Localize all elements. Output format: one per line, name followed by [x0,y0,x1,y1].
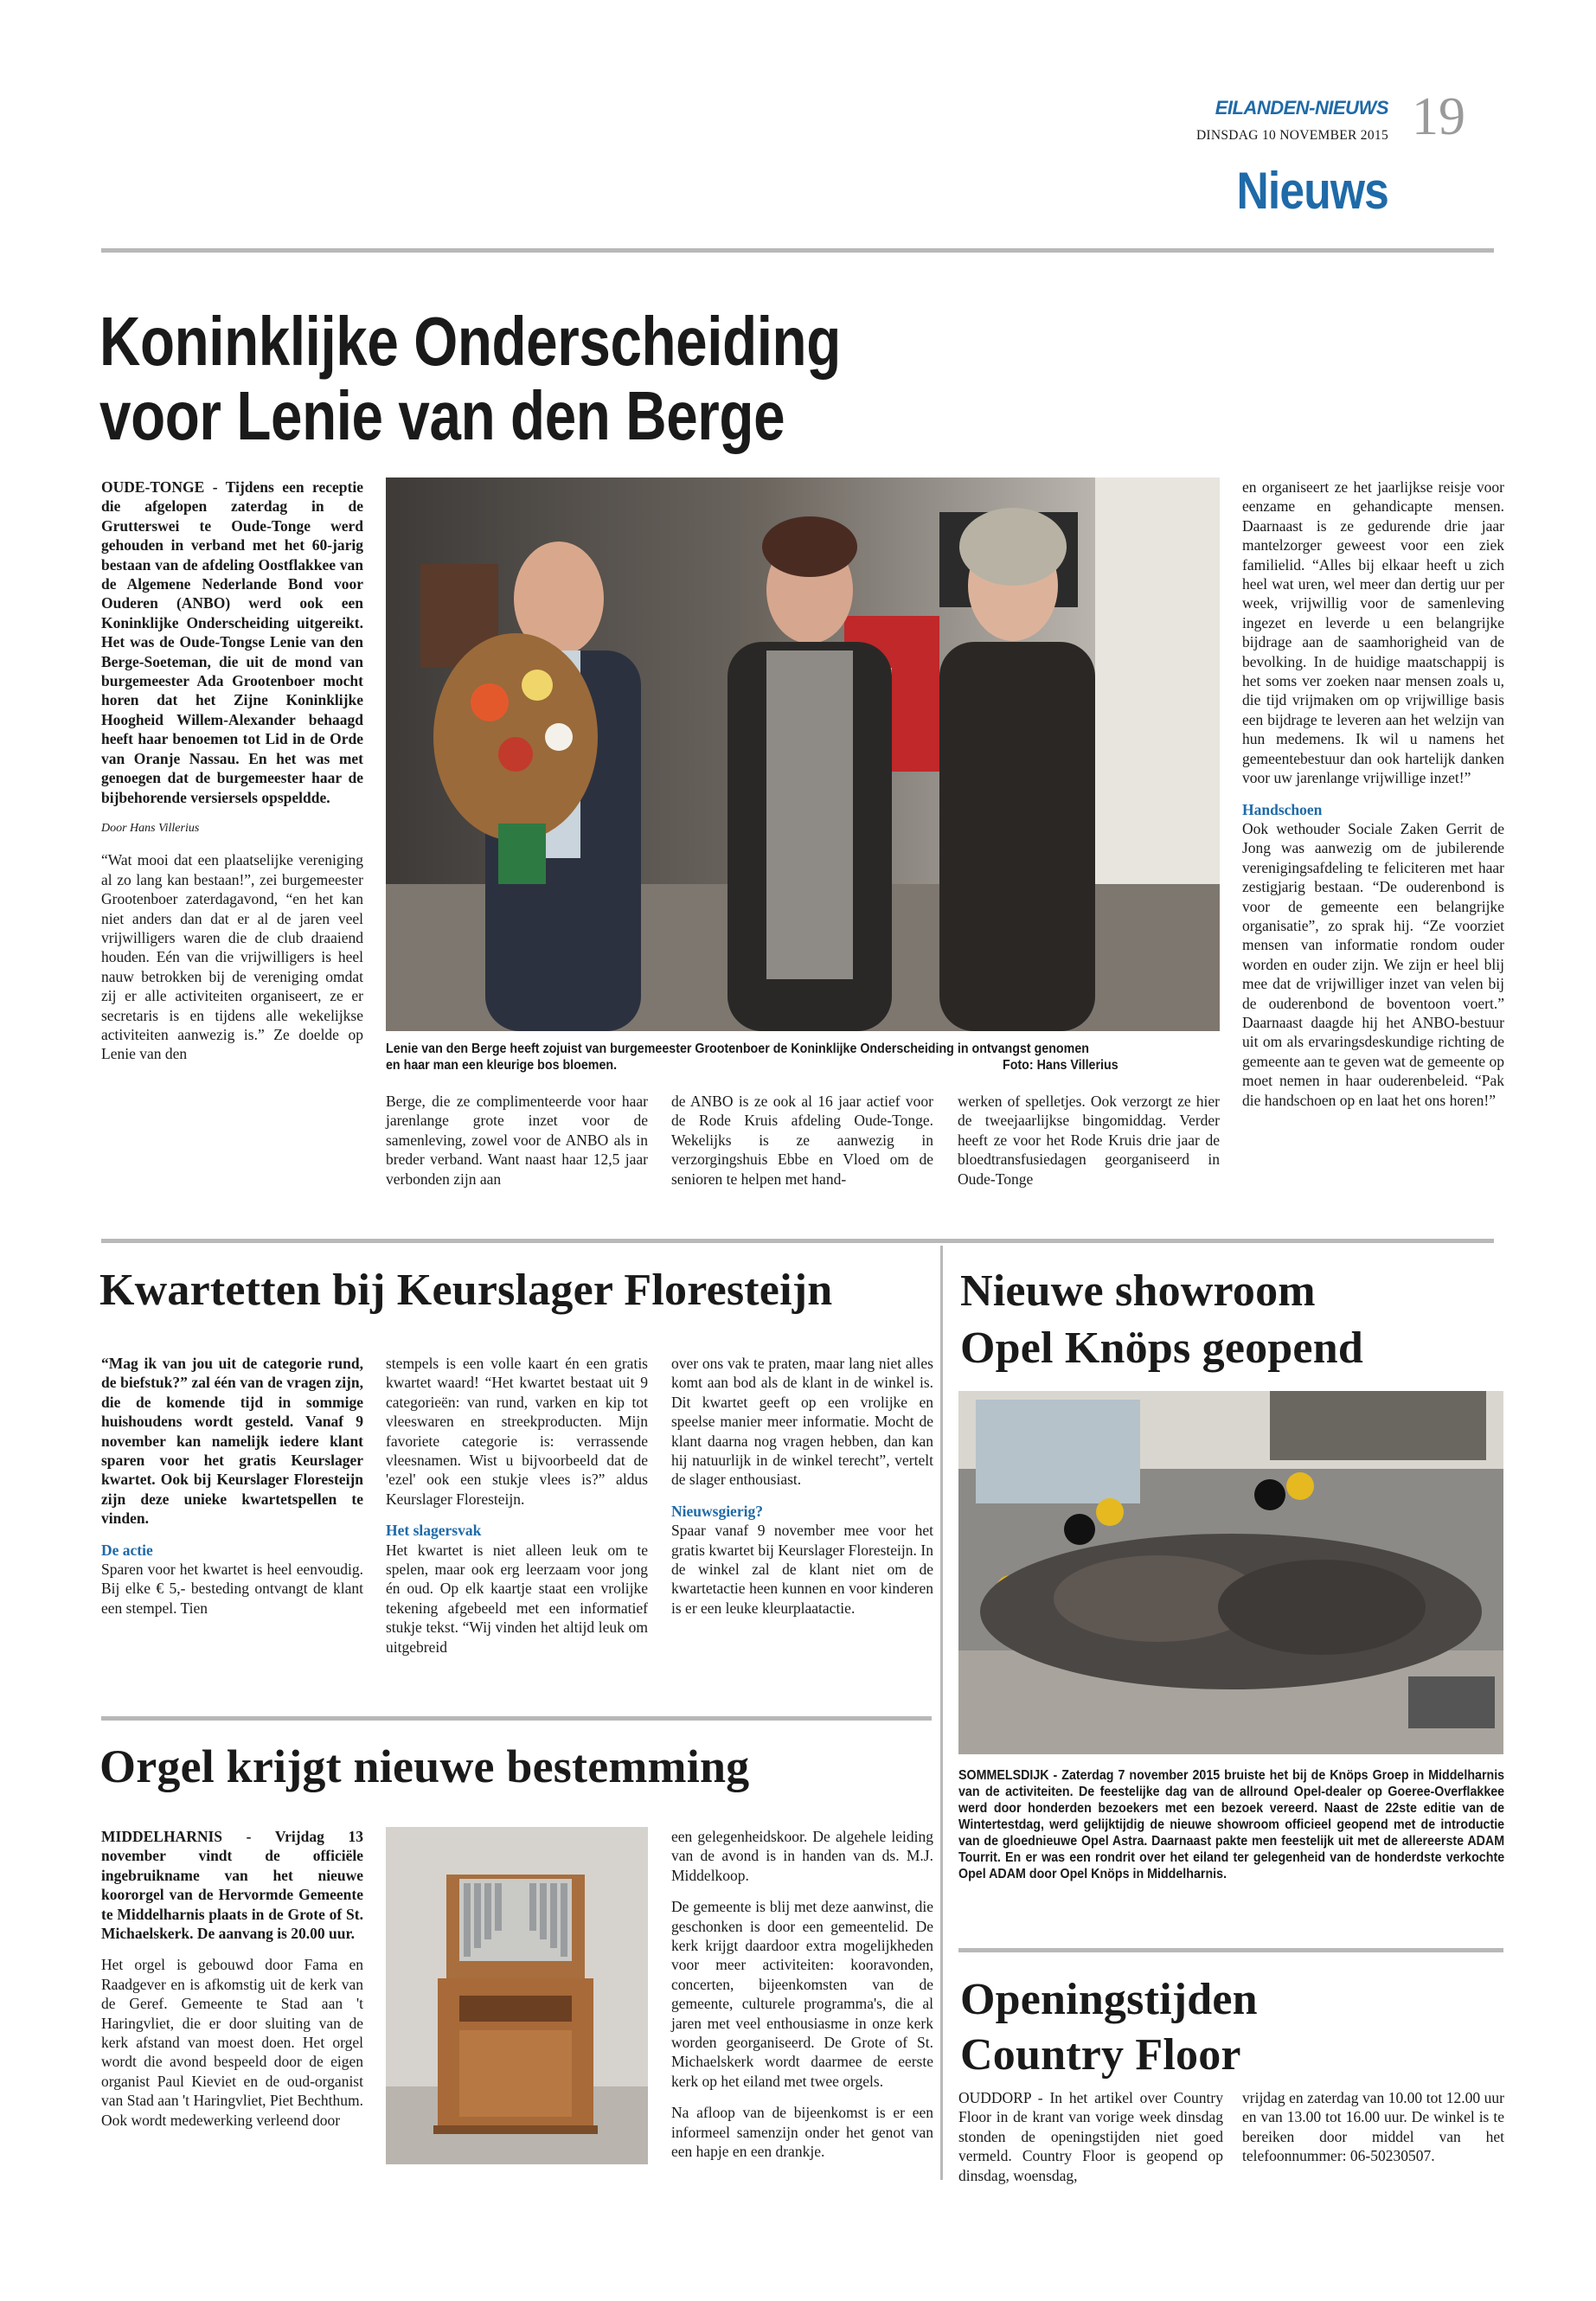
article3-title [960,1263,1363,1377]
article1-lead: OUDE-TONGE - Tijdens een receptie die afgelopen zaterdag in de Grutterswei te Oude-Tonge werd gehouden in verband met het 60-jarig bestaan van de afdeling Oostflakkee van de Algemene Nederlande Bond voor Ouderen (ANBO) werd ook een Koninklijke Onderscheiding uitgereikt. Het was de Oude-Tongse Lenie van den Berge-Soeteman, die uit de mond van burgemeester Ada Grootenboer mocht horen dat het Zijne Koninklijke Hoogheid Willem-Alexander behaagd heeft haar benoemen tot Lid in de Orde van Oranje Nassau. En het was met genoegen dat de burgemeester haar de bijbehorende versiersels opspeldde. [101,478,363,806]
organ-photo [386,1827,648,2164]
article1-title-line2: voor Lenie van den Berge [99,377,785,454]
article4-col3-body2: De gemeente is blij met deze aanwinst, die geschonken is door een gemeentelid. De kerk krijgt daardoor extra mogelijkheden voor meer activiteiten: kooravonden, concerten, bijeenkomsten van de gemeente, culturele programma's, die al jaren met veel enthousiasme in onze kerk worden georganiseerd. De Grote of St. Michaelskerk wordt daarmee de eerste kerk op het eiland met twee orgels. [671,1898,933,2090]
article5-col2 [1242,2088,1504,2178]
article4-col3-body1: een gelegenheidskoor. De algehele leiding van de avond is in handen van ds. M.J. Middelkoop. [671,1828,933,1884]
article2-col3 [671,1354,933,1630]
article5-title-line2: Country Floor [960,2030,1241,2080]
column-divider [940,1246,943,2180]
article2-subhead1: De actie [101,1541,153,1559]
article2-subhead2: Het slagersvak [386,1522,482,1540]
article4-col3-body3: Na afloop van de bijeenkomst is er een informeel samenzijn onder het genot van een hapje en een drankje. [671,2104,933,2161]
masthead-rule [101,248,1494,253]
article3-title-line1: Nieuwe showroom [960,1266,1316,1316]
section-rule-2 [101,1716,932,1721]
showroom-caption: SOMMELSDIJK - Zaterdag 7 november 2015 bruiste het bij de Knöps Groep in Middelharnis van de activiteiten. De feestelijke dag van de allround Opel-dealer op Goeree-Overflakkee werd door honderden bezoekers met een bezoek vereerd. Naast de 22ste editie van de Wintertestdag, werd gelijktijdig de nieuwe showroom officieel geopend met de introductie van de gloednieuwe Opel Astra. Daarnaast pakte men feestelijk uit met de allereerste ADAM Tourrit. En er was een rondrit over het eiland ter gelegenheid van de honderdste verkochte Opel ADAM door Opel Knöps in Middelharnis. [958,1768,1505,1881]
article1-col4-body: werken of spelletjes. Ook verzorgt ze hier de tweejaarlijkse bingomiddag. Verder heeft ze voor het Rode Kruis drie jaar de bloedtransfusiedagen georganiseerd in Oude-Tonge [958,1093,1220,1188]
article4-lead: MIDDELHARNIS - Vrijdag 13 november vindt de officiële ingebruikname van het nieuwe koororgel van de Hervormde Gemeente te Middelharnis plaats in de Grote of St. Michaelskerk. De aanvang is 20.00 uur. [101,1828,363,1943]
article1-title [99,304,841,453]
article2-col1-body: Sparen voor het kwartet is heel eenvoudig. Bij elke € 5,- besteding ontvangt de klant een stempel. Tien [101,1561,363,1617]
article4-col-third [671,1827,933,2174]
award-photo-caption [386,1041,1214,1074]
article1-col5-body: en organiseert ze het jaarlijkse reisje voor eenzame en gehandicapte mensen. Daarnaast is ze gedurende drie jaar mantelzorger geweest voor een ziek familielid. “Alles bij elkaar heeft u zich heel wat uren, wel meer dan dertig uur per week, vrijwillig voor de samenleving ingezet en leverde u een belangrijke bijdrage aan de saamhorigheid van de bevolking. In de huidige maatschappij is het soms ver zoeken naar mensen zoals u, die tijd vrijmaken om op vrijwillige basis een bijdrage te leveren aan het welzijn van hun medemens. Ik wil u namens het gemeentebestuur dan ook hartelijk danken voor uw jarenlange vrijwillige inzet!” [1242,478,1504,787]
article1-col4 [958,1092,1220,1201]
article2-col2 [386,1354,648,1669]
article1-col1-body: “Wat mooi dat een plaatselijke vereniging al zo lang kan bestaan!”, zei burgemeester Grootenboer zaterdagavond, “en het kan niet anders dan dat er al de jaren veel vrijwilligers waren die de club draaiend houden. Eén van die vrijwilligers is heel nauw betrokken bij de vereniging omdat zij er alle activiteiten organiseert, ze er secretaris is en tijdens alle wekelijkse activiteiten aanwezig is.” Ze doelde op Lenie van den [101,851,363,1063]
article4-title: Orgel krijgt nieuwe bestemming [99,1740,750,1792]
article5-col2-body: vrijdag en zaterdag van 10.00 tot 12.00 uur en van 13.00 tot 16.00 uur. De winkel is te bereiken door middel van het telefoonnummer: 06-50230507. [1242,2089,1504,2165]
article2-col2-body2: Het kwartet is niet alleen leuk om te spelen, maar ook erg leerzaam voor jong én oud. Op elk kaartje staat een vrolijke tekening afgebeeld met een informatief stukje tekst. “Wij vinden het altijd leuk om uitgebreid [386,1541,648,1656]
issue-date: DINSDAG 10 NOVEMBER 2015 [1195,128,1388,143]
article2-col3-body: over ons vak te praten, maar lang niet alles komt aan bod als de klant in de winkel is. Dit kwartet geeft op een vrolijke en speelse manier meer informatie. Mocht de klant daarna nog vragen hebben, dan kan hij natuurlijk in de winkel terecht”, vertelt de slager enthousiast. [671,1355,933,1489]
article1-col5-body2: Ook wethouder Sociale Zaken Gerrit de Jong was aanwezig om de jubilerende verenigingsafdeling te feliciteren met haar zestigjarig bestaan. “De ouderenbond is voor de gemeente een belangrijke organisatie”, zo sprak hij. “Ze voorziet mensen van informatie rondom ouder worden en ouder zijn. We zijn er heel blij mee dat de vrijwilliger inzet van velen bij de ouderenbond de boventoon voert.” Daarnaast daagde hij het ANBO-bestuur uit om als ervaringsdeskundige richting de gemeente aan te geven wat de gemeente op moet nemen in haar ouderenbeleid. “Pak die handschoen op en laat het ons horen!” [1242,819,1504,1109]
article1-col1 [101,478,363,1076]
article1-col5 [1242,478,1504,1122]
article2-col1 [101,1354,363,1630]
article1-col2-body: Berge, die ze complimenteerde voor haar jarenlange grote inzet voor de samenleving, zowel voor de ANBO als in breder verband. Want naast haar 12,5 jaar verbonden zijn aan [386,1093,648,1188]
section-title: Nieuws [1236,162,1388,220]
article2-col2-body: stempels is een volle kaart én een gratis kwartet waard! “Het kwartet bestaat uit 9 categorieën: van rund, varken en kip tot vleeswaren en streekproducten. Mijn favoriete categorie is: verrassende vleesnamen. Wist u bijvoorbeeld dat de 'ezel' ook een stukje vlees is?” aldus Keurslager Floresteijn. [386,1355,648,1508]
article5-col1-body: OUDDORP - In het artikel over Country Floor in de krant van vorige week dinsdag stonden de openingstijden niet goed vermeld. Country Floor is geopend op dinsdag, woensdag, [958,2089,1223,2184]
photo-credit: Foto: Hans Villerius [1003,1058,1118,1073]
paper-name: EILANDEN-NIEUWS [1215,97,1388,119]
article1-title-line1: Koninklijke Onderscheiding [99,303,841,380]
article3-title-line2: Opel Knöps geopend [960,1324,1363,1373]
page-number: 19 [1412,87,1465,146]
section-rule-3 [958,1948,1503,1952]
article4-col1 [101,1827,363,2142]
article1-byline: Door Hans Villerius [101,821,200,835]
section-rule-1 [101,1239,1494,1243]
organ-photo-image [386,1827,648,2164]
article1-col3 [671,1092,933,1201]
article2-title: Kwartetten bij Keurslager Floresteijn [99,1266,833,1315]
article2-lead: “Mag ik van jou uit de categorie rund, de biefstuk?” zal één van de vragen zijn, die de komende tijd in sommige huishoudens wordt gesteld. Vanaf 9 november kan namelijk iedere klant sparen voor het gratis Keurslager kwartet. Ook bij Keurslager Floresteijn zijn deze unieke kwartetspellen te vinden. [101,1355,363,1528]
article1-col3-body: de ANBO is ze ook al 16 jaar actief voor de Rode Kruis afdeling Oude-Tonge. Wekelijks is ze aanwezig in verzorgingshuis Ebbe en Vloed om de senioren te helpen met hand- [671,1093,933,1188]
award-photo-image [386,478,1220,1031]
article5-title-line1: Openingstijden [960,1975,1258,2024]
award-photo [386,478,1220,1031]
caption-line2: en haar man een kleurige bos bloemen. [386,1058,618,1073]
showroom-photo-image [958,1391,1503,1754]
article2-subhead3: Nieuwsgierig? [671,1502,763,1520]
showroom-photo [958,1391,1503,1754]
article4-col1-body: Het orgel is gebouwd door Fama en Raadgever en is afkomstig uit de kerk van de Geref. Gemeente te Stad aan 't Haringvliet, die er door sluiting van de kerk afstand van moest doen. Het orgel wordt die avond bespeeld door de eigen organist Paul Kieviet en de oud-organist van Stad aan 't Haringvliet, Piet Bechthum. Ook wordt medewerking verleend door [101,1956,363,2129]
article1-subhead: Handschoen [1242,800,1323,818]
caption-line1: Lenie van den Berge heeft zojuist van burgemeester Grootenboer de Koninklijke Onderscheiding in ontvangst genomen [386,1042,1089,1056]
article5-title [960,1972,1258,2083]
article5-col1 [958,2088,1223,2197]
article1-col2 [386,1092,648,1201]
article2-col3-body2: Spaar vanaf 9 november mee voor het gratis kwartet bij Keurslager Floresteijn. In de winkel zal de klant niet om de kwartetactie heen kunnen en voor kinderen is er een leuke kleurplaatactie. [671,1522,933,1617]
